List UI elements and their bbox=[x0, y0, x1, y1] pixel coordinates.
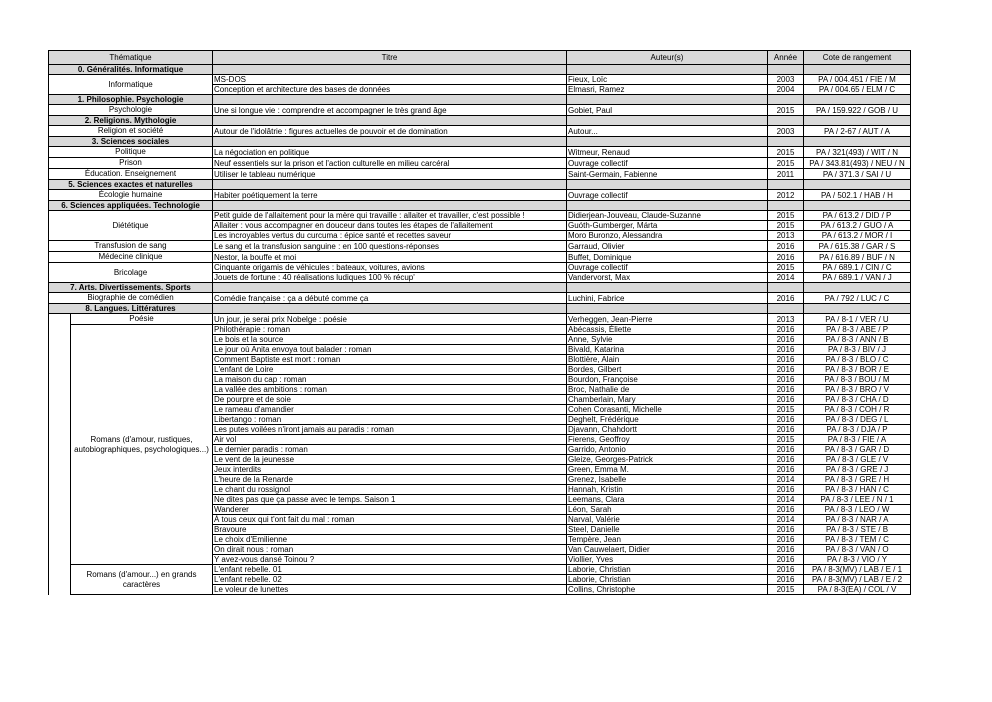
book-title: Comment Baptiste est mort : roman bbox=[213, 355, 567, 365]
book-title: L'enfant rebelle. 02 bbox=[213, 575, 567, 585]
book-call-number: PA / 8-3 / GRE / H bbox=[804, 475, 911, 485]
book-title: De pourpre et de soie bbox=[213, 395, 567, 405]
section-fill-cell bbox=[768, 137, 804, 147]
book-title: Un jour, je serai prix Nobelge : poésie bbox=[213, 314, 567, 325]
catalog-body bbox=[49, 51, 911, 595]
book-year: 2014 bbox=[768, 495, 804, 505]
book-author: Bourdon, Françoise bbox=[567, 375, 768, 385]
book-call-number: PA / 8-3 / LEE / N / 1 bbox=[804, 495, 911, 505]
book-title: Jouets de fortune : 40 réalisations ludiques 100 % récup' bbox=[213, 273, 567, 283]
book-title: Nestor, la bouffe et moi bbox=[213, 252, 567, 263]
book-year: 2015 bbox=[768, 585, 804, 595]
book-author: Viollier, Yves bbox=[567, 555, 768, 565]
section-title: 3. Sciences sociales bbox=[49, 137, 213, 147]
section-fill-cell bbox=[804, 180, 911, 190]
book-call-number: PA / 2-67 / AUT / A bbox=[804, 126, 911, 137]
section-fill-cell bbox=[567, 65, 768, 75]
section-fill-cell bbox=[213, 283, 567, 293]
book-year: 2016 bbox=[768, 575, 804, 585]
book-title: Utiliser le tableau numérique bbox=[213, 169, 567, 180]
book-title: Philothérapie : roman bbox=[213, 325, 567, 335]
book-author: Grenez, Isabelle bbox=[567, 475, 768, 485]
book-title: Le dernier paradis : roman bbox=[213, 445, 567, 455]
book-call-number: PA / 8-3 / TEM / C bbox=[804, 535, 911, 545]
subcategory-label: Romans (d'amour...) en grands caractères bbox=[71, 565, 213, 595]
book-author: Autour... bbox=[567, 126, 768, 137]
book-title: La négociation en politique bbox=[213, 147, 567, 158]
book-year: 2016 bbox=[768, 252, 804, 263]
book-title: Le vent de la jeunesse bbox=[213, 455, 567, 465]
book-title: Habiter poétiquement la terre bbox=[213, 190, 567, 201]
section-fill-cell bbox=[768, 65, 804, 75]
book-year: 2016 bbox=[768, 545, 804, 555]
book-row bbox=[49, 241, 911, 252]
section-row bbox=[49, 304, 911, 314]
section-fill-cell bbox=[768, 283, 804, 293]
book-year: 2014 bbox=[768, 475, 804, 485]
book-author: Broc, Nathalie de bbox=[567, 385, 768, 395]
section-fill-cell bbox=[768, 304, 804, 314]
section-fill-cell bbox=[567, 201, 768, 211]
subcategory-label: Religion et société bbox=[49, 126, 213, 137]
header-cote: Cote de rangement bbox=[804, 51, 911, 65]
book-author: Deghelt, Frédérique bbox=[567, 415, 768, 425]
book-title: Neuf essentiels sur la prison et l'action culturelle en milieu carcéral bbox=[213, 158, 567, 169]
book-row bbox=[49, 158, 911, 169]
book-title: Les putes voilées n'iront jamais au paradis : roman bbox=[213, 425, 567, 435]
book-title: L'heure de la Renarde bbox=[213, 475, 567, 485]
book-call-number: PA / 8-3(MV) / LAB / E / 1 bbox=[804, 565, 911, 575]
book-call-number: PA / 8-3 / GLE / V bbox=[804, 455, 911, 465]
subcategory-label: Psychologie bbox=[49, 105, 213, 116]
book-year: 2016 bbox=[768, 375, 804, 385]
book-title: Petit guide de l'allaitement pour la mère qui travaille : allaiter et travailler, c'est possible ! bbox=[213, 211, 567, 221]
book-year: 2012 bbox=[768, 190, 804, 201]
section-row bbox=[49, 116, 911, 126]
book-row bbox=[49, 75, 911, 85]
book-author: Chamberlain, Mary bbox=[567, 395, 768, 405]
book-author: Narval, Valérie bbox=[567, 515, 768, 525]
section-fill-cell bbox=[804, 65, 911, 75]
book-call-number: PA / 8-3 / NAR / A bbox=[804, 515, 911, 525]
book-author: Ouvrage collectif bbox=[567, 158, 768, 169]
section-fill-cell bbox=[768, 116, 804, 126]
section-title: 6. Sciences appliquées. Technologie bbox=[49, 201, 213, 211]
subcategory-label: Biographie de comédien bbox=[49, 293, 213, 304]
book-call-number: PA / 8-3 / COH / R bbox=[804, 405, 911, 415]
catalog-table bbox=[48, 50, 911, 595]
book-author: Blottière, Alain bbox=[567, 355, 768, 365]
book-title: Une si longue vie : comprendre et accompagner le très grand âge bbox=[213, 105, 567, 116]
book-title: Bravoure bbox=[213, 525, 567, 535]
book-call-number: PA / 8-3 / GRE / J bbox=[804, 465, 911, 475]
section-fill-cell bbox=[213, 304, 567, 314]
section-fill-cell bbox=[804, 137, 911, 147]
section-title: 5. Sciences exactes et naturelles bbox=[49, 180, 213, 190]
book-author: Witmeur, Renaud bbox=[567, 147, 768, 158]
subcategory-label: Poésie bbox=[71, 314, 213, 325]
book-call-number: PA / 8-3 / FIE / A bbox=[804, 435, 911, 445]
book-title: Air vol bbox=[213, 435, 567, 445]
section-row bbox=[49, 283, 911, 293]
book-author: Tempère, Jean bbox=[567, 535, 768, 545]
book-year: 2016 bbox=[768, 565, 804, 575]
book-year: 2014 bbox=[768, 273, 804, 283]
book-title: Cinquante origamis de véhicules : bateaux, voitures, avions bbox=[213, 263, 567, 273]
book-call-number: PA / 371.3 / SAI / U bbox=[804, 169, 911, 180]
book-author: Elmasri, Ramez bbox=[567, 85, 768, 95]
book-year: 2016 bbox=[768, 395, 804, 405]
book-year: 2016 bbox=[768, 505, 804, 515]
section-fill-cell bbox=[804, 95, 911, 105]
book-year: 2015 bbox=[768, 105, 804, 116]
book-row bbox=[49, 190, 911, 201]
subcategory-label: Diététique bbox=[49, 211, 213, 241]
book-author: Verheggen, Jean-Pierre bbox=[567, 314, 768, 325]
book-year: 2015 bbox=[768, 263, 804, 273]
book-author: Collins, Christophe bbox=[567, 585, 768, 595]
subcategory-label: Médecine clinique bbox=[49, 252, 213, 263]
book-year: 2015 bbox=[768, 435, 804, 445]
book-title: Le voleur de lunettes bbox=[213, 585, 567, 595]
subcategory-label: Informatique bbox=[49, 75, 213, 95]
subcategory-label: Romans (d'amour, rustiques, autobiographiques, psychologiques...) bbox=[71, 325, 213, 565]
book-author: Cohen Corasanti, Michelle bbox=[567, 405, 768, 415]
book-year: 2016 bbox=[768, 293, 804, 304]
book-call-number: PA / 8-3 / ABE / P bbox=[804, 325, 911, 335]
book-author: Bivald, Katarina bbox=[567, 345, 768, 355]
book-call-number: PA / 321(493) / WIT / N bbox=[804, 147, 911, 158]
book-author: Fierens, Geoffroy bbox=[567, 435, 768, 445]
book-call-number: PA / 613.2 / DID / P bbox=[804, 211, 911, 221]
book-call-number: PA / 689.1 / CIN / C bbox=[804, 263, 911, 273]
book-author: Steel, Danielle bbox=[567, 525, 768, 535]
book-title: Le choix d'Emilienne bbox=[213, 535, 567, 545]
book-year: 2014 bbox=[768, 515, 804, 525]
book-year: 2016 bbox=[768, 385, 804, 395]
book-title: Ne dites pas que ça passe avec le temps. Saison 1 bbox=[213, 495, 567, 505]
section-fill-cell bbox=[567, 283, 768, 293]
book-call-number: PA / 792 / LUC / C bbox=[804, 293, 911, 304]
section-title: 7. Arts. Divertissements. Sports bbox=[49, 283, 213, 293]
header-auteurs: Auteur(s) bbox=[567, 51, 768, 65]
book-call-number: PA / 8-3 / BLO / C bbox=[804, 355, 911, 365]
book-row bbox=[49, 126, 911, 137]
book-title: Les incroyables vertus du curcuma : épice santé et recettes saveur bbox=[213, 231, 567, 241]
section-row bbox=[49, 137, 911, 147]
book-year: 2016 bbox=[768, 485, 804, 495]
book-call-number: PA / 689.1 / VAN / J bbox=[804, 273, 911, 283]
book-year: 2003 bbox=[768, 75, 804, 85]
section-fill-cell bbox=[567, 95, 768, 105]
section-fill-cell bbox=[804, 116, 911, 126]
book-year: 2015 bbox=[768, 211, 804, 221]
book-author: Ouvrage collectif bbox=[567, 263, 768, 273]
book-year: 2016 bbox=[768, 345, 804, 355]
book-call-number: PA / 8-3 / CHA / D bbox=[804, 395, 911, 405]
book-author: Vandervorst, Max bbox=[567, 273, 768, 283]
section-row bbox=[49, 95, 911, 105]
book-year: 2015 bbox=[768, 221, 804, 231]
book-title: L'enfant rebelle. 01 bbox=[213, 565, 567, 575]
section-fill-cell bbox=[213, 180, 567, 190]
book-row bbox=[49, 293, 911, 304]
section-fill-cell bbox=[768, 95, 804, 105]
book-year: 2016 bbox=[768, 335, 804, 345]
book-author: Green, Emma M. bbox=[567, 465, 768, 475]
book-call-number: PA / 8-3 / STE / B bbox=[804, 525, 911, 535]
book-year: 2015 bbox=[768, 405, 804, 415]
section-fill-cell bbox=[804, 201, 911, 211]
book-call-number: PA / 8-3 / GAR / D bbox=[804, 445, 911, 455]
book-row bbox=[49, 252, 911, 263]
book-title: Y avez-vous dansé Toinou ? bbox=[213, 555, 567, 565]
book-call-number: PA / 613.2 / MOR / I bbox=[804, 231, 911, 241]
book-year: 2016 bbox=[768, 355, 804, 365]
book-author: Luchini, Fabrice bbox=[567, 293, 768, 304]
section-title: 0. Généralités. Informatique bbox=[49, 65, 213, 75]
book-title: Le chant du rossignol bbox=[213, 485, 567, 495]
section-fill-cell bbox=[213, 137, 567, 147]
section-fill-cell bbox=[213, 116, 567, 126]
book-call-number: PA / 8-3 / HAN / C bbox=[804, 485, 911, 495]
book-title: Le jour où Anita envoya tout balader : roman bbox=[213, 345, 567, 355]
book-row bbox=[49, 565, 911, 575]
book-author: Moro Buronzo, Alessandra bbox=[567, 231, 768, 241]
section-fill-cell bbox=[213, 201, 567, 211]
book-row bbox=[49, 147, 911, 158]
subcategory-label: Transfusion de sang bbox=[49, 241, 213, 252]
book-title: L'enfant de Loire bbox=[213, 365, 567, 375]
book-call-number: PA / 8-3 / BOU / M bbox=[804, 375, 911, 385]
book-title: Le sang et la transfusion sanguine : en 100 questions-réponses bbox=[213, 241, 567, 252]
book-author: Van Cauwelaert, Didier bbox=[567, 545, 768, 555]
book-title: À tous ceux qui t'ont fait du mal : roman bbox=[213, 515, 567, 525]
book-year: 2016 bbox=[768, 555, 804, 565]
book-year: 2016 bbox=[768, 445, 804, 455]
section-fill-cell bbox=[567, 180, 768, 190]
book-year: 2015 bbox=[768, 147, 804, 158]
section-title: 1. Philosophie. Psychologie bbox=[49, 95, 213, 105]
book-author: Didierjean-Jouveau, Claude-Suzanne bbox=[567, 211, 768, 221]
section-fill-cell bbox=[567, 116, 768, 126]
section-fill-cell bbox=[567, 137, 768, 147]
book-call-number: PA / 004.65 / ELM / C bbox=[804, 85, 911, 95]
header-thematique: Thématique bbox=[49, 51, 213, 65]
book-title: Libertango : roman bbox=[213, 415, 567, 425]
book-title: Comédie française : ça a débuté comme ça bbox=[213, 293, 567, 304]
book-call-number: PA / 8-3 / BOR / E bbox=[804, 365, 911, 375]
book-title: On dirait nous : roman bbox=[213, 545, 567, 555]
book-call-number: PA / 159.922 / GOB / U bbox=[804, 105, 911, 116]
subcategory-label: Écologie humaine bbox=[49, 190, 213, 201]
book-call-number: PA / 616.89 / BUF / N bbox=[804, 252, 911, 263]
section-row bbox=[49, 201, 911, 211]
section-fill-cell bbox=[804, 304, 911, 314]
book-row bbox=[49, 105, 911, 116]
book-year: 2016 bbox=[768, 415, 804, 425]
book-title: Autour de l'idolâtrie : figures actuelles de pouvoir et de domination bbox=[213, 126, 567, 137]
book-author: Gleize, Georges-Patrick bbox=[567, 455, 768, 465]
book-call-number: PA / 615.38 / GAR / S bbox=[804, 241, 911, 252]
book-title: MS-DOS bbox=[213, 75, 567, 85]
book-call-number: PA / 8-3 / BIV / J bbox=[804, 345, 911, 355]
book-call-number: PA / 8-3 / LEO / W bbox=[804, 505, 911, 515]
book-author: Garrido, Antonio bbox=[567, 445, 768, 455]
book-year: 2016 bbox=[768, 365, 804, 375]
section-fill-cell bbox=[768, 180, 804, 190]
book-call-number: PA / 8-3 / DEG / L bbox=[804, 415, 911, 425]
subcategory-label: Politique bbox=[49, 147, 213, 158]
section-fill-cell bbox=[768, 201, 804, 211]
book-call-number: PA / 8-3 / ANN / B bbox=[804, 335, 911, 345]
book-author: Ouvrage collectif bbox=[567, 190, 768, 201]
book-title: La maison du cap : roman bbox=[213, 375, 567, 385]
book-year: 2011 bbox=[768, 169, 804, 180]
book-title: Jeux interdits bbox=[213, 465, 567, 475]
book-author: Saint-Germain, Fabienne bbox=[567, 169, 768, 180]
book-year: 2016 bbox=[768, 455, 804, 465]
book-author: Laborie, Christian bbox=[567, 565, 768, 575]
book-call-number: PA / 004.451 / FIE / M bbox=[804, 75, 911, 85]
book-author: Buffet, Dominique bbox=[567, 252, 768, 263]
book-author: Leemans, Clara bbox=[567, 495, 768, 505]
book-row bbox=[49, 263, 911, 273]
book-call-number: PA / 343.81(493) / NEU / N bbox=[804, 158, 911, 169]
book-call-number: PA / 613.2 / GUO / A bbox=[804, 221, 911, 231]
book-author: Abécassis, Éliette bbox=[567, 325, 768, 335]
book-title: Allaiter : vous accompagner en douceur dans toutes les étapes de l'allaitement bbox=[213, 221, 567, 231]
book-year: 2013 bbox=[768, 231, 804, 241]
header-row bbox=[49, 51, 911, 65]
book-author: Fieux, Loïc bbox=[567, 75, 768, 85]
book-title: Le bois et la source bbox=[213, 335, 567, 345]
book-call-number: PA / 8-3 / BRO / V bbox=[804, 385, 911, 395]
book-call-number: PA / 8-3(EA) / COL / V bbox=[804, 585, 911, 595]
book-year: 2016 bbox=[768, 241, 804, 252]
header-annee: Année bbox=[768, 51, 804, 65]
book-author: Anne, Sylvie bbox=[567, 335, 768, 345]
book-year: 2016 bbox=[768, 525, 804, 535]
subcategory-label: Prison bbox=[49, 158, 213, 169]
section-fill-cell bbox=[804, 283, 911, 293]
book-call-number: PA / 8-3(MV) / LAB / E / 2 bbox=[804, 575, 911, 585]
book-author: Bordes, Gilbert bbox=[567, 365, 768, 375]
book-row bbox=[49, 211, 911, 221]
header-titre: Titre bbox=[213, 51, 567, 65]
book-call-number: PA / 8-3 / VIO / Y bbox=[804, 555, 911, 565]
book-author: Gobiet, Paul bbox=[567, 105, 768, 116]
book-title: Le rameau d'amandier bbox=[213, 405, 567, 415]
book-title: La vallée des ambitions : roman bbox=[213, 385, 567, 395]
section-fill-cell bbox=[213, 95, 567, 105]
book-year: 2015 bbox=[768, 158, 804, 169]
book-call-number: PA / 8-1 / VER / U bbox=[804, 314, 911, 325]
section-row bbox=[49, 180, 911, 190]
section-row bbox=[49, 65, 911, 75]
book-author: Djavann, Chahdortt bbox=[567, 425, 768, 435]
book-author: Léon, Sarah bbox=[567, 505, 768, 515]
subcategory-label: Éducation. Enseignement bbox=[49, 169, 213, 180]
book-call-number: PA / 502.1 / HAB / H bbox=[804, 190, 911, 201]
book-year: 2016 bbox=[768, 535, 804, 545]
book-author: Garraud, Olivier bbox=[567, 241, 768, 252]
section-title: 8. Langues. Littératures bbox=[49, 304, 213, 314]
section-title: 2. Religions. Mythologie bbox=[49, 116, 213, 126]
book-call-number: PA / 8-3 / DJA / P bbox=[804, 425, 911, 435]
book-year: 2016 bbox=[768, 325, 804, 335]
book-year: 2016 bbox=[768, 465, 804, 475]
book-year: 2004 bbox=[768, 85, 804, 95]
book-row bbox=[49, 325, 911, 335]
section-fill-cell bbox=[567, 304, 768, 314]
book-row bbox=[49, 169, 911, 180]
book-row bbox=[49, 314, 911, 325]
section-fill-cell bbox=[213, 65, 567, 75]
book-call-number: PA / 8-3 / VAN / O bbox=[804, 545, 911, 555]
book-title: Wanderer bbox=[213, 505, 567, 515]
book-author: Laborie, Christian bbox=[567, 575, 768, 585]
book-year: 2013 bbox=[768, 314, 804, 325]
book-year: 2003 bbox=[768, 126, 804, 137]
book-year: 2016 bbox=[768, 425, 804, 435]
indent-cell bbox=[49, 314, 71, 595]
subcategory-label: Bricolage bbox=[49, 263, 213, 283]
book-author: Hannah, Kristin bbox=[567, 485, 768, 495]
book-author: Guóth-Gumberger, Márta bbox=[567, 221, 768, 231]
book-title: Conception et architecture des bases de données bbox=[213, 85, 567, 95]
